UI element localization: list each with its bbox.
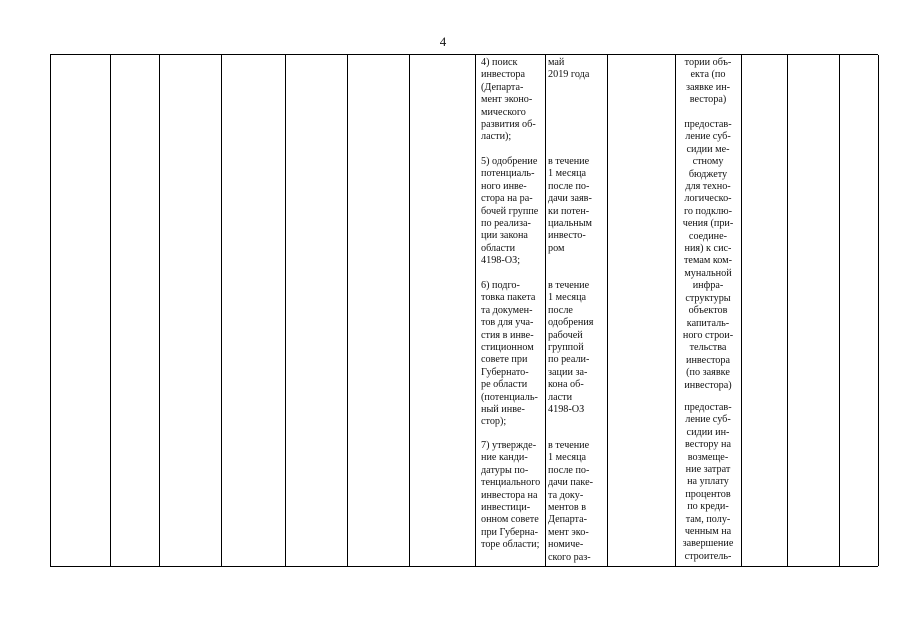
text-line: заявке ин-: [685, 81, 731, 93]
text-line: совете при: [481, 354, 528, 366]
text-line: стия в инве-: [481, 329, 534, 341]
column-divider: [607, 55, 608, 566]
text-line: бюджету: [688, 168, 728, 180]
text-line: мент эко-: [548, 526, 589, 538]
stage-6-block: [481, 280, 538, 429]
deadline-6-block: [548, 280, 593, 416]
text-line: (по заявке: [686, 367, 730, 379]
stage-7-block: [481, 440, 540, 552]
text-line: 4198-ОЗ;: [481, 255, 521, 267]
text-line: ласти);: [481, 131, 512, 143]
text-line: мического: [481, 106, 526, 118]
text-line: ского раз-: [548, 551, 591, 563]
text-line: ние затрат: [685, 464, 731, 476]
text-line: тории объ-: [684, 57, 732, 68]
text-line: там, полу-: [685, 513, 731, 525]
text-line: при Губерна-: [481, 526, 539, 538]
text-line: зации за-: [548, 366, 588, 378]
text-line: ки потен-: [548, 205, 590, 217]
text-line: номиче-: [548, 539, 584, 551]
text-line: инвестора на: [481, 489, 538, 501]
text-line: по креди-: [687, 501, 729, 513]
text-line: инвестици-: [481, 502, 531, 514]
text-line: в течение: [548, 156, 590, 167]
text-line: инвестора: [481, 69, 525, 81]
text-line: 1 месяца: [548, 452, 587, 464]
text-line: 5) одобрение: [481, 156, 538, 167]
text-line: логическо-: [684, 193, 732, 205]
text-line: ного строи-: [682, 329, 734, 341]
column-divider: [545, 55, 546, 566]
column-divider: [159, 55, 160, 566]
text-line: ние канди-: [481, 452, 528, 464]
text-line: группой: [548, 342, 584, 354]
text-line: (Департа-: [481, 81, 524, 93]
text-line: завершение: [682, 538, 734, 550]
column-divider: [741, 55, 742, 566]
text-line: ление суб-: [685, 131, 731, 143]
text-line: циальным: [548, 218, 592, 230]
text-line: ции закона: [481, 230, 528, 242]
text-line: 1 месяца: [548, 168, 587, 180]
text-line: та доку-: [548, 489, 584, 501]
text-line: Департа-: [548, 514, 588, 526]
text-line: в течение: [548, 440, 590, 451]
text-line: возмеще-: [687, 451, 729, 463]
page-number: 4: [439, 34, 447, 49]
text-line: соедине-: [688, 230, 728, 242]
text-line: стиционном: [481, 342, 534, 354]
text-line: области: [481, 242, 516, 254]
column-divider: [347, 55, 348, 566]
text-line: потенциаль-: [481, 168, 535, 180]
deadline-7-block: [548, 440, 593, 564]
stage-5-block: [481, 156, 538, 268]
text-line: одобрения: [548, 317, 594, 329]
text-line: объектов: [688, 305, 728, 317]
column-divider: [221, 55, 222, 566]
column-divider: [878, 55, 879, 566]
text-line: дачи паке-: [548, 477, 594, 489]
text-line: тенциального: [481, 477, 541, 489]
text-line: Губернато-: [481, 366, 529, 378]
column-divider: [675, 55, 676, 566]
text-line: темам ком-: [683, 255, 733, 267]
column-divider: [839, 55, 840, 566]
text-line: торе области;: [481, 539, 540, 551]
text-line: вестору на: [684, 439, 732, 451]
text-line: ласти: [548, 391, 573, 403]
text-line: после по-: [548, 464, 590, 476]
text-line: ченным на: [684, 526, 732, 538]
text-line: инфра-: [692, 280, 724, 292]
text-line: онном совете: [481, 514, 539, 526]
text-line: товка пакета: [481, 292, 536, 304]
column-divider: [285, 55, 286, 566]
measure-3-block: [677, 402, 739, 563]
text-line: для техно-: [685, 181, 731, 193]
text-line: (потенциаль-: [481, 391, 538, 403]
column-divider: [110, 55, 111, 566]
text-line: инвестора: [686, 354, 730, 366]
text-line: предостав-: [684, 402, 732, 413]
text-line: стора на ра-: [481, 193, 533, 205]
text-line: рабочей: [548, 329, 583, 341]
text-line: сидии ме-: [686, 143, 730, 155]
plan-table: [50, 54, 878, 567]
text-line: ный инве-: [481, 404, 525, 416]
stage-4-block: [481, 57, 536, 144]
text-line: та докумен-: [481, 304, 533, 316]
text-line: 4) поиск: [481, 57, 518, 68]
text-line: вестора): [689, 94, 727, 106]
text-line: процентов: [685, 488, 731, 500]
text-line: в течение: [548, 280, 590, 291]
text-line: инвесто-: [548, 230, 586, 242]
text-line: инвестора): [684, 379, 732, 391]
text-line: 6) подго-: [481, 280, 520, 291]
text-line: тов для уча-: [481, 317, 534, 329]
text-line: 7) утвержде-: [481, 440, 537, 451]
text-line: капиталь-: [686, 317, 730, 329]
column-divider: [475, 55, 476, 566]
text-line: стор);: [481, 416, 507, 428]
text-line: по реали-: [548, 354, 590, 366]
text-line: сидии ин-: [686, 426, 730, 438]
measure-1-block: [677, 57, 739, 107]
text-line: ного инве-: [481, 180, 527, 192]
deadline-4-block: [548, 57, 589, 82]
column-divider: [787, 55, 788, 566]
text-line: развития об-: [481, 119, 536, 131]
text-line: ление суб-: [685, 414, 731, 426]
text-line: кона об-: [548, 379, 584, 391]
text-line: предостав-: [684, 119, 732, 130]
text-line: 4198-ОЗ: [548, 404, 585, 416]
measure-2-block: [677, 119, 739, 392]
text-line: бочей группе: [481, 205, 539, 217]
text-line: структуры: [685, 292, 731, 304]
text-line: чения (при-: [682, 218, 734, 230]
text-line: май: [548, 57, 565, 68]
text-line: ром: [548, 242, 565, 254]
text-line: дачи заяв-: [548, 193, 592, 205]
text-line: мент эконо-: [481, 94, 533, 106]
text-line: после по-: [548, 180, 590, 192]
text-line: ния) к сис-: [684, 243, 732, 255]
text-line: го подклю-: [683, 205, 733, 217]
text-line: стному: [692, 156, 724, 168]
text-line: ментов в: [548, 502, 586, 514]
text-line: датуры по-: [481, 464, 529, 476]
text-line: екта (по: [690, 69, 726, 81]
column-divider: [409, 55, 410, 566]
text-line: ре области: [481, 379, 528, 391]
text-line: 2019 года: [548, 69, 590, 81]
deadline-5-block: [548, 156, 592, 255]
text-line: по реализа-: [481, 218, 531, 230]
text-line: строитель-: [684, 550, 732, 562]
text-line: мунальной: [684, 267, 732, 279]
text-line: тельства: [689, 342, 727, 354]
text-line: на уплату: [687, 476, 729, 488]
text-line: после: [548, 304, 573, 316]
text-line: 1 месяца: [548, 292, 587, 304]
